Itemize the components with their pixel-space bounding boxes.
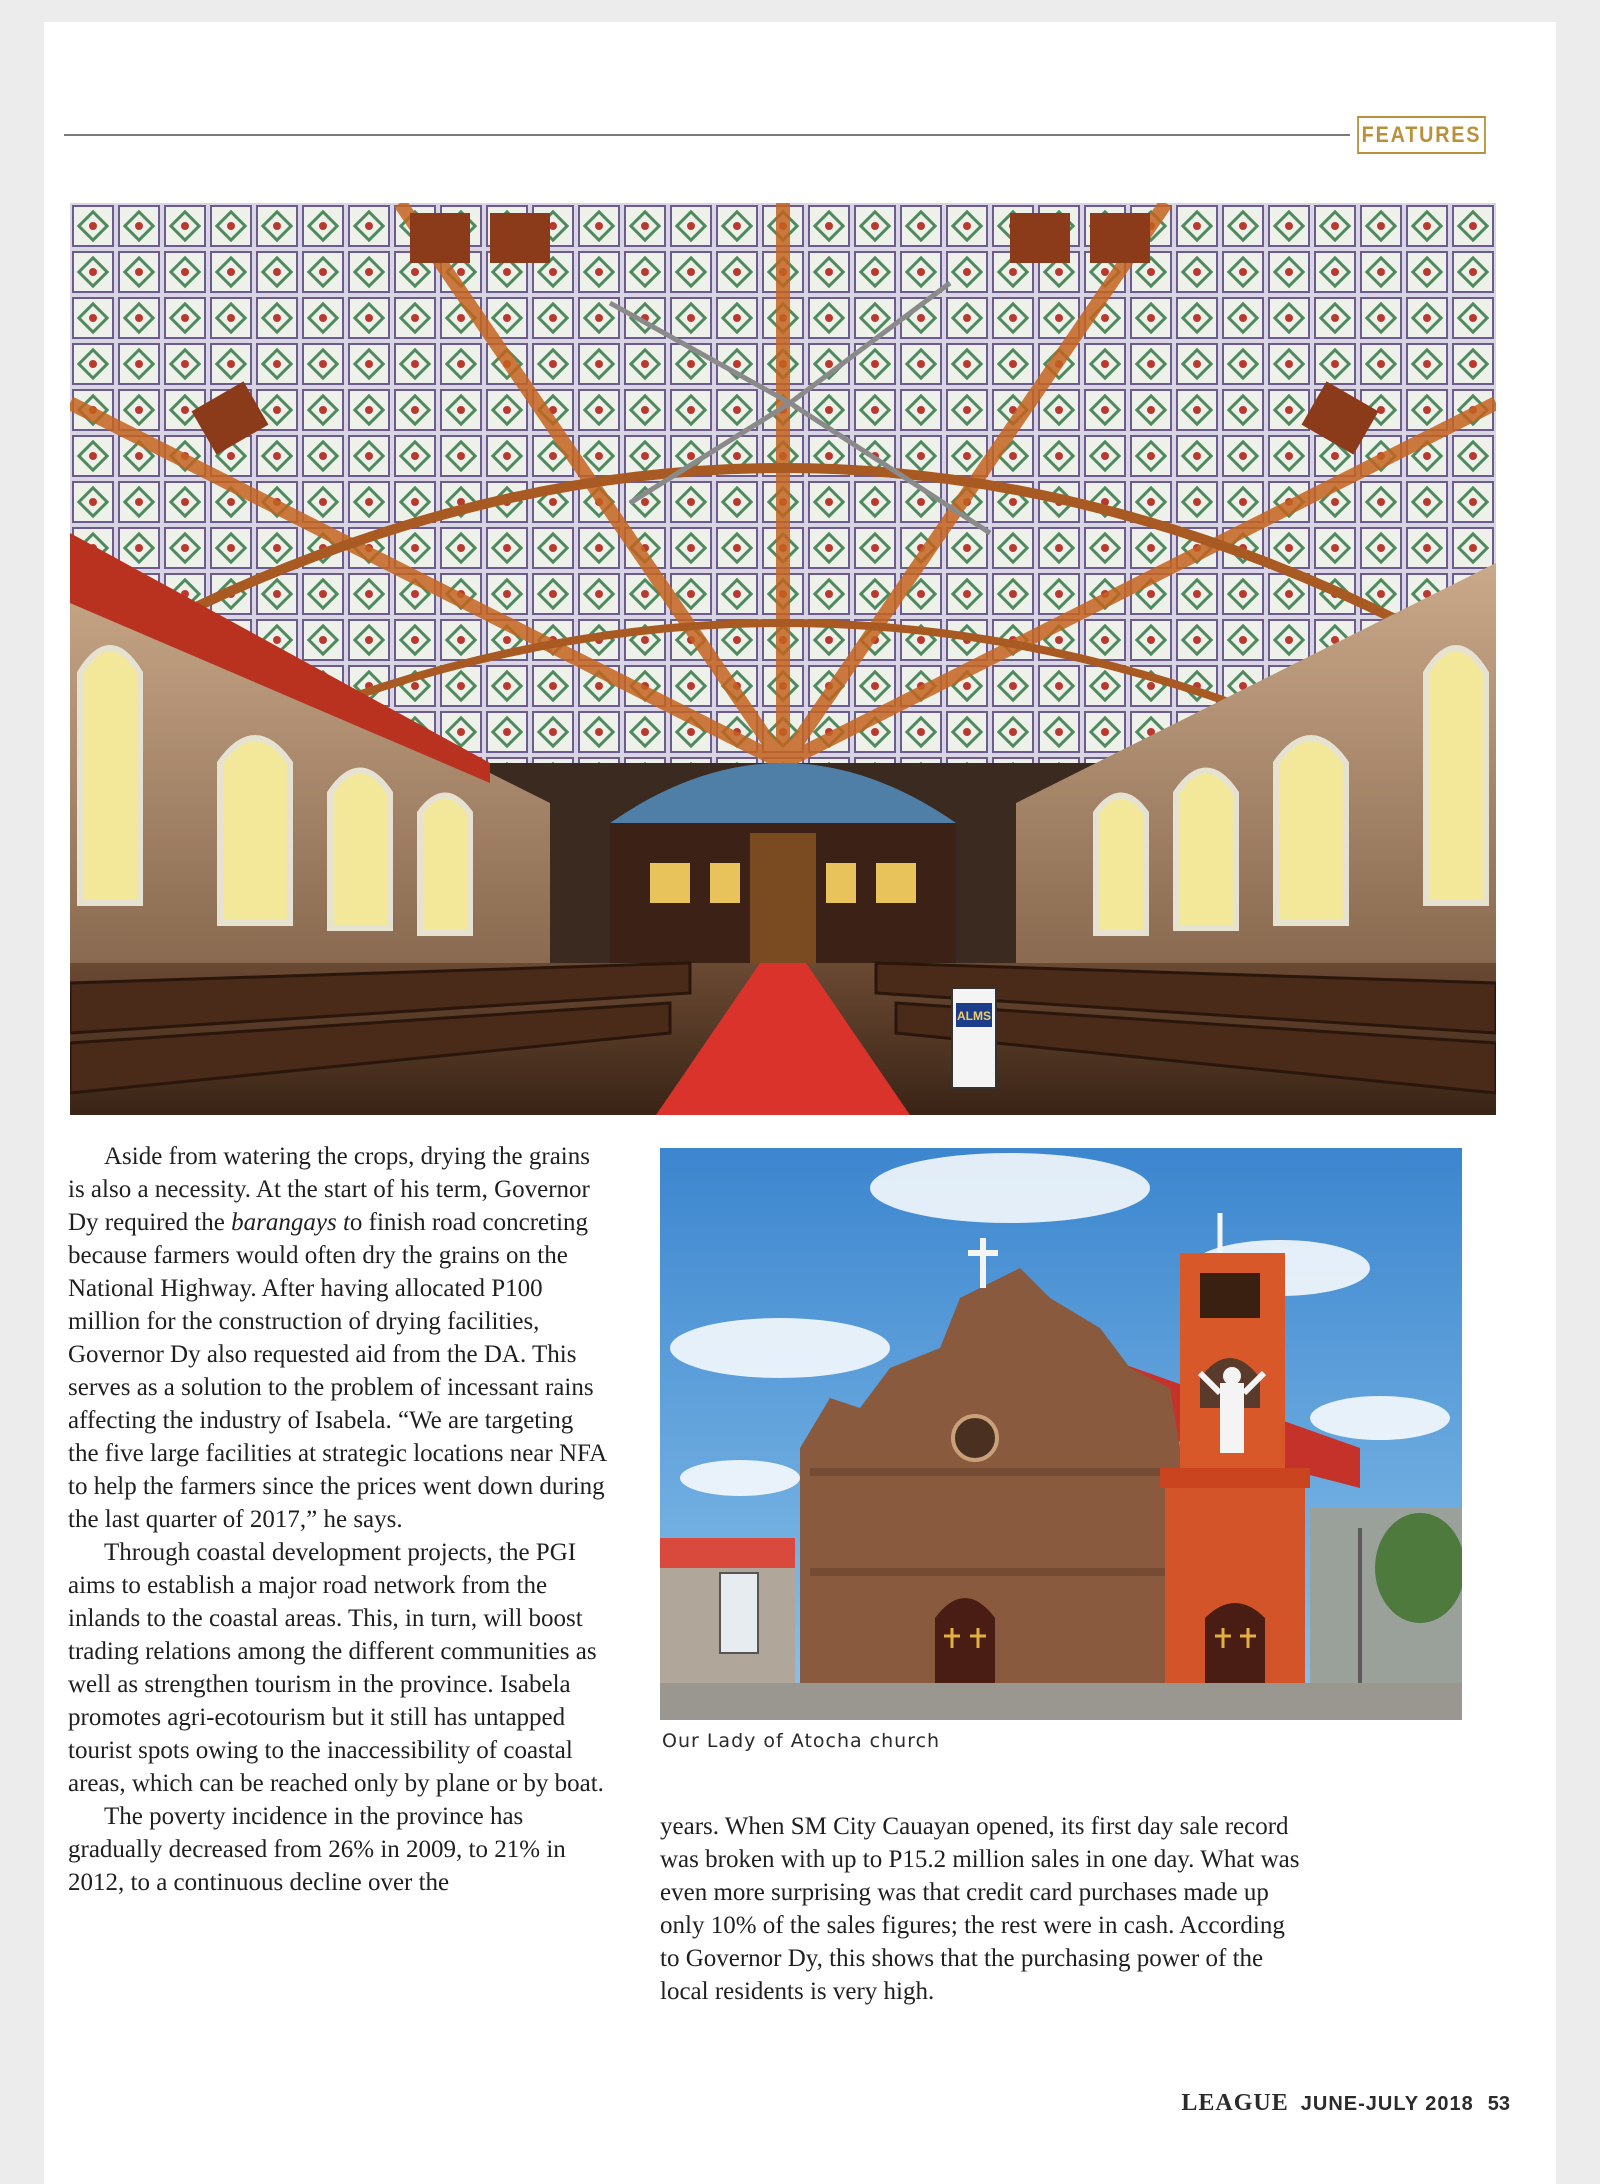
right-column <box>660 1810 1300 2008</box>
paragraph: years. When SM City Cauayan opened, its first day sale record was broken with up to P15.2 million sales in one day. What was even more surprising was that credit card purchases made up only 10% of the sales figures; the rest were in cash. According to Governor Dy, this shows that the purchasing power of the local residents is very high. <box>660 1813 1300 2005</box>
page-number: 53 <box>1487 2093 1510 2115</box>
church-exterior-photo <box>660 1148 1462 1720</box>
issue-date: JUNE-JULY 2018 <box>1300 2093 1474 2115</box>
alms-sign: ALMS <box>957 1009 991 1023</box>
paragraph <box>68 1140 608 1536</box>
paragraph-text: Aside from watering the crops, drying the grains is also a necessity. At the start of his term, Governor Dy required the <box>68 1143 590 1236</box>
paragraph-text: o finish road concreting because farmers would often dry the grains on the National Highway. After having allocated P100 million for the construction of drying facilities, Governor Dy also requested aid from the DA. This serves as a solution to the problem of incessant rains affecting the industry of Isabela. “We are targeting the five large facilities at strategic locations near NFA to help the farmers since the prices went down during the last quarter of 2017,” he says. <box>68 1209 606 1533</box>
section-tag: FEATURES <box>1357 116 1486 154</box>
left-column <box>68 1140 608 1899</box>
church-interior-photo <box>70 203 1496 1115</box>
italic-term: barangays t <box>231 1209 350 1236</box>
header-rule <box>64 134 1350 136</box>
photo-caption: Our Lady of Atocha church <box>662 1730 941 1752</box>
paragraph: Through coastal development projects, the PGI aims to establish a major road network from the inlands to the coastal areas. This, in turn, will boost trading relations among the different communities as well as strengthen tourism in the province. Isabela promotes agri-ecotourism but it still has untapped tourist spots owing to the inaccessibility of coastal areas, which can be reached only by plane or by boat. <box>68 1539 604 1797</box>
page-footer <box>1181 2090 1510 2117</box>
paragraph: The poverty incidence in the province has gradually decreased from 26% in 2009, to 21% in 2012, to a continuous decline over the <box>68 1803 566 1896</box>
magazine-brand: LEAGUE <box>1181 2090 1289 2116</box>
